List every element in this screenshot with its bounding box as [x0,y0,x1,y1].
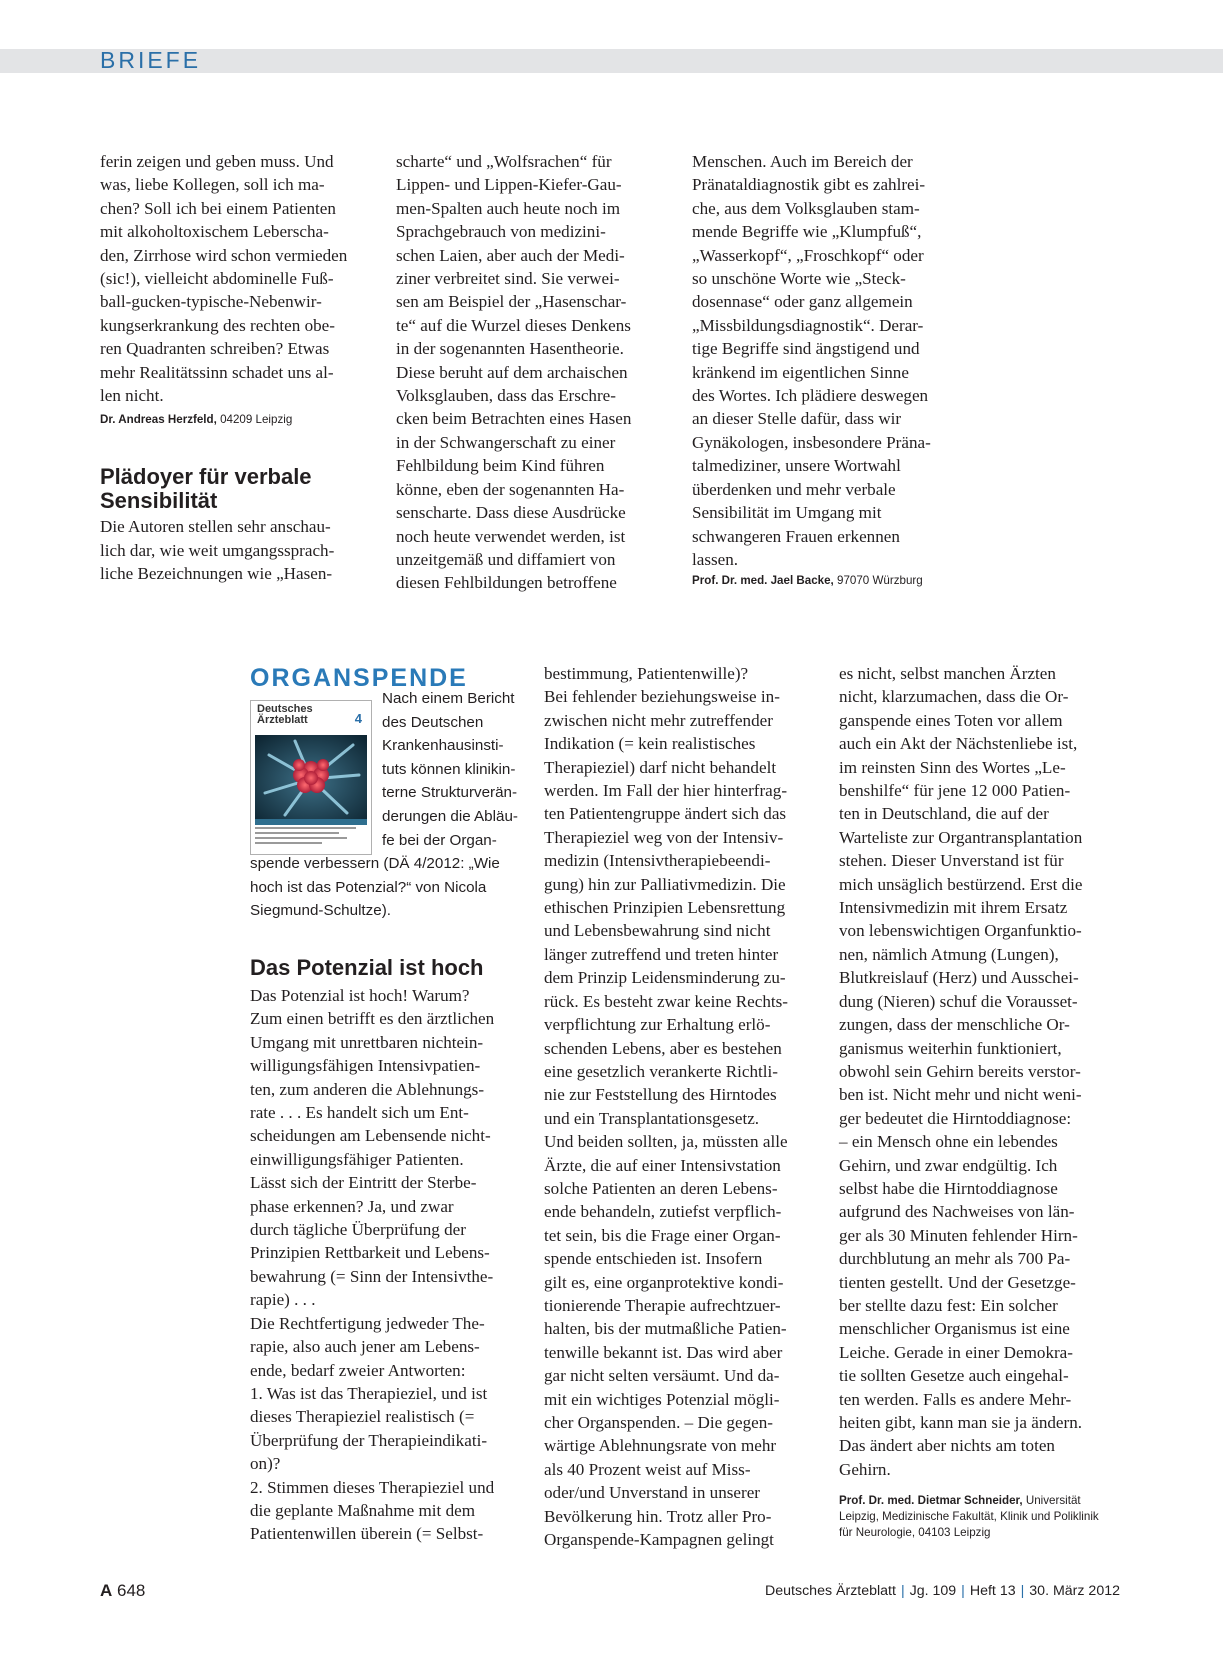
text-line: ben ist. Nicht mehr und nicht weni- [839,1085,1082,1105]
text-line: mit ein wichtiges Potenzial mögli- [544,1389,780,1409]
journal-volume: Jg. 109 [909,1583,957,1599]
text-line: che, aus dem Volksglauben stam- [692,198,920,218]
text-line: obwohl sein Gehirn bereits verstor- [839,1061,1081,1081]
text-line: Gehirn. [839,1459,891,1479]
text-line: tie sollten Gesetze auch eingehal- [839,1366,1069,1386]
text-line: Indikation (= kein realistisches [544,734,756,754]
organspende-label: ORGANSPENDE [250,664,468,692]
letter1-column-1 [100,150,380,586]
organspende-body [839,662,1129,1481]
text-line: Organspende-Kampagnen gelingt [544,1530,774,1550]
text-line: als 40 Prozent weist auf Miss- [544,1459,751,1479]
text-line: ball-gucken-typische-Nebenwir- [100,292,322,312]
cover-title [257,704,313,726]
organspende-column-1 [250,984,530,1546]
text-line: hoch ist das Potenzial?“ von Nicola [250,878,487,896]
text-line: ger als 30 Minuten fehlender Hirn- [839,1225,1078,1245]
signature-place: 04209 Leipzig [216,413,293,427]
text-line: bewahrung (= Sinn der Intensivthe- [250,1266,494,1286]
text-line: und ein Transplantationsgesetz. [544,1108,760,1128]
text-line: solche Patienten an deren Lebens- [544,1178,778,1198]
letter2-title [100,465,380,513]
text-line: tuts können klinikin- [382,760,516,778]
text-line: Die Autoren stellen sehr anschau- [100,517,331,537]
text-line: len nicht. [100,386,164,406]
text-line: Sprachgebrauch von medizini- [396,222,606,242]
text-line: zwischen nicht mehr zutreffender [544,710,773,730]
text-line: cken beim Betrachten eines Hasen [396,409,632,429]
text-line: Umgang mit unrettbaren nichtein- [250,1032,484,1052]
organspende-title: Das Potenzial ist hoch [250,955,484,980]
cover-strip [255,819,367,825]
text-line: kungserkrankung des rechten obe- [100,315,335,335]
text-line: 1. Was ist das Therapieziel, und ist [250,1383,488,1403]
text-line: an dieser Stelle dafür, dass wir [692,409,902,429]
text-line: die geplante Maßnahme mit dem [250,1500,475,1520]
text-line: Leiche. Gerade in einer Demokra- [839,1342,1073,1362]
text-line: – ein Mensch ohne ein lebendes [839,1132,1058,1152]
text-line: ten in Deutschland, die auf der [839,804,1049,824]
signature-affiliation: Universität [1022,1494,1081,1508]
text-line: nicht, klarzumachen, dass die Or- [839,687,1069,707]
text-line: den, Zirrhose wird schon vermieden [100,245,348,265]
text-line: terne Strukturverän- [382,784,518,802]
cover-title-line: Deutsches [257,703,313,715]
text-line: durch tägliche Überprüfung der [250,1220,466,1240]
text-line: verpflichtung zur Erhaltung erlö- [544,1015,771,1035]
text-line: gilt es, eine organprotektive kondi- [544,1272,784,1292]
text-line: Diese beruht auf dem archaischen [396,362,628,382]
text-line: werden. Im Fall der hier hinterfrag- [544,781,788,801]
text-line: scharte“ und „Wolfsrachen“ für [396,152,612,171]
text-line: es nicht, selbst manchen Ärzten [839,664,1056,683]
text-line: unzeitgemäß und diffamiert von [396,549,616,569]
signature-affiliation: für Neurologie, 04103 Leipzig [839,1526,991,1540]
text-line: rate . . . Es handelt sich um Ent- [250,1103,469,1123]
letter2-body [396,150,676,595]
text-line: Das ändert aber nichts am toten [839,1436,1055,1456]
text-line: mende Begriffe wie „Klumpfuß“, [692,222,922,242]
text-line: men-Spalten auch heute noch im [396,198,621,218]
text-line: scheidungen am Lebensende nicht- [250,1126,491,1146]
text-line: lassen. [692,549,739,569]
text-line: ganismus weiterhin funktioniert, [839,1038,1062,1058]
signature-name: Prof. Dr. med. Jael Backe, [692,574,834,588]
text-line: Krankenhausinsti- [382,737,504,755]
text-line: im reinsten Sinn des Wortes „Le- [839,757,1066,777]
text-line: Volksglauben, dass das Erschre- [396,386,616,406]
text-line: was, liebe Kollegen, soll ich ma- [100,175,325,195]
text-line: zungen, dass der menschliche Or- [839,1015,1070,1035]
journal-name: Deutsches Ärzteblatt [765,1583,896,1599]
text-line: ethischen Prinzipien Lebensrettung [544,898,786,918]
text-line: ende behandeln, zutiefst verpflich- [544,1202,782,1222]
text-line: rapie) . . . [250,1290,316,1310]
text-line: stehen. Dieser Unverstand ist für [839,851,1064,871]
letter1-signature [100,412,380,427]
text-line: fe bei der Organ- [382,831,497,849]
text-line: mehr Realitätssinn schadet uns al- [100,362,334,382]
footer-journal-info [765,1583,1120,1599]
cover-microscopy-image [255,735,367,819]
text-line: Die Rechtfertigung jedweder The- [250,1313,485,1333]
text-line: schenden Lebens, aber es bestehen [544,1038,782,1058]
text-line: schen Laien, aber auch der Medi- [396,245,625,265]
text-line: chen? Soll ich bei einem Patienten [100,198,336,218]
text-line: des Deutschen [382,713,484,731]
text-line: eine gesetzlich verankerte Richtli- [544,1061,778,1081]
text-line: Lippen- und Lippen-Kiefer-Gau- [396,175,622,195]
text-line: diesen Fehlbildungen betroffene [396,573,617,593]
text-line: ten werden. Falls es andere Mehr- [839,1389,1072,1409]
text-line: halten, bis der mutmaßliche Patien- [544,1319,787,1339]
text-line: tet sein, bis die Frage einer Organ- [544,1225,781,1245]
text-line: und Lebensbewahrung sind nicht [544,921,771,941]
text-line: oder/und Unverstand in unserer [544,1483,760,1503]
intro-text [250,852,500,923]
text-line: heiten gibt, kann man sie ja ändern. [839,1413,1083,1432]
letter2-body [692,150,982,571]
signature-name: Prof. Dr. med. Dietmar Schneider, [839,1494,1023,1508]
text-line: Therapieziel) darf nicht behandelt [544,757,777,777]
journal-date: 30. März 2012 [1029,1583,1120,1599]
text-line: wärtige Ablehnungsrate von mehr [544,1436,777,1456]
text-line: spende verbessern (DÄ 4/2012: „Wie [250,855,500,872]
page-number [100,1581,145,1601]
text-line: schwangeren Frauen erkennen [692,526,900,546]
text-line: länger zutreffend und treten hinter [544,944,779,964]
text-line: bestimmung, Patientenwille)? [544,664,749,683]
text-line: in der Schwangerschaft zu einer [396,432,616,452]
text-line: des Wortes. Ich plädiere deswegen [692,386,929,406]
intro-text [382,687,518,852]
text-line: in der sogenannten Hasentheorie. [396,339,624,359]
organspende-body [544,662,824,1551]
organspende-signature [839,1493,1129,1541]
letter2-body-start [100,515,380,585]
text-line: derungen die Abläu- [382,807,518,825]
text-line: Lässt sich der Eintritt der Sterbe- [250,1173,477,1193]
text-line: „Wasserkopf“, „Froschkopf“ oder [692,245,924,265]
text-line: tenwille bekannt ist. Das wird aber [544,1342,783,1362]
organspende-body [250,984,530,1546]
text-line: kränkend im eigentlichen Sinne [692,362,909,382]
text-line: Ärzte, die auf einer Intensivstation [544,1155,781,1175]
text-line: medizin (Intensivtherapiebeendi- [544,851,771,871]
text-line: Prinzipien Rettbarkeit und Lebens- [250,1243,490,1263]
text-line: einwilligungsfähiger Patienten. [250,1149,464,1169]
text-line: rapie, also auch jener am Lebens- [250,1337,480,1357]
separator: | [1020,1583,1025,1599]
text-line: Siegmund-Schultze). [250,902,391,920]
letter2-signature [692,573,982,588]
text-line: Blutkreislauf (Herz) und Ausschei- [839,968,1079,988]
journal-cover-image [250,700,372,855]
text-line: Sensibilität im Umgang mit [692,503,882,523]
text-line: ende, bedarf zweier Antworten: [250,1360,466,1380]
text-line: tienten gestellt. Und der Gesetzge- [839,1272,1076,1292]
text-line: Bei fehlender beziehungsweise in- [544,687,780,707]
text-line: ger bedeutet die Hirntoddiagnose: [839,1108,1072,1128]
text-line: nie zur Feststellung des Hirntodes [544,1085,777,1105]
separator: | [961,1583,965,1599]
cover-contents-lines [255,827,367,851]
text-line: ziner verbreitet sind. Sie verwei- [396,269,620,289]
signature-name: Dr. Andreas Herzfeld, [100,413,217,427]
text-line: dem Prinzip Leidensminderung zu- [544,968,786,988]
text-line: mich unsäglich bestürzend. Erst die [839,874,1083,894]
text-line: Nach einem Bericht [382,690,515,707]
text-line: Bevölkerung hin. Trotz aller Pro- [544,1506,772,1526]
text-line: durchblutung an mehr als 700 Pa- [839,1249,1071,1269]
text-line: tige Begriffe sind ängstigend und [692,339,920,359]
text-line: menschlicher Organismus ist eine [839,1319,1070,1339]
separator: | [900,1583,905,1599]
text-line: cher Organspenden. – Die gegen- [544,1413,773,1432]
text-line: benshilfe“ für jene 12 000 Patien- [839,781,1071,801]
text-line: aufgrund des Nachweises von län- [839,1202,1075,1222]
text-line: überdenken und mehr verbale [692,479,896,499]
text-line: spende entschieden ist. Insofern [544,1249,763,1269]
text-line: Menschen. Auch im Bereich der [692,152,913,171]
text-line: ganspende eines Toten vor allem [839,710,1063,730]
text-line: 2. Stimmen dieses Therapieziel und [250,1477,495,1497]
text-line: könne, eben der sogenannten Ha- [396,479,625,499]
organspende-column-2 [544,662,824,1551]
letter1-body [100,150,380,407]
text-line: ferin zeigen und geben muss. Und [100,152,334,171]
title-line: Plädoyer für verbale [100,464,312,490]
text-line: so unschöne Worte wie „Steck- [692,269,906,289]
text-line: te“ auf die Wurzel dieses Denkens [396,315,631,335]
text-line: „Missbildungsdiagnostik“. Derar- [692,315,924,335]
cover-issue-number: 4 [354,711,362,726]
text-line: Überprüfung der Therapieindikati- [250,1430,488,1450]
text-line: Gehirn, und zwar endgültig. Ich [839,1155,1058,1175]
text-line: willigungsfähigen Intensivpatien- [250,1056,481,1076]
text-line: Patientenwillen überein (= Selbst- [250,1524,484,1544]
text-line: Das Potenzial ist hoch! Warum? [250,986,470,1005]
text-line: dieses Therapieziel realistisch (= [250,1407,475,1427]
text-line: ren Quadranten schreiben? Etwas [100,339,330,359]
page-number-value: 648 [117,1581,146,1600]
page-letter: A [100,1581,113,1600]
organspende-intro-full [250,852,500,923]
text-line: auch ein Akt der Nächstenliebe ist, [839,734,1078,754]
text-line: ten Patientengruppe ändert sich das [544,804,787,824]
text-line: phase erkennen? Ja, und zwar [250,1196,454,1216]
text-line: ten, zum anderen die Ablehnungs- [250,1079,485,1099]
text-line: Gynäkologen, insbesondere Präna- [692,432,931,452]
text-line: nen, nämlich Atmung (Lungen), [839,944,1059,964]
text-line: dosennase“ oder ganz allgemein [692,292,913,312]
text-line: gung) hin zur Palliativmedizin. Die [544,874,786,894]
cover-title-line: Ärzteblatt [257,714,308,726]
organspende-intro-side [382,687,518,852]
text-line: rück. Es besteht zwar keine Rechts- [544,991,788,1011]
text-line: mit alkoholtoxischem Leberscha- [100,222,329,242]
text-line: on)? [250,1454,281,1474]
text-line: tionierende Therapie aufrechtzuer- [544,1295,781,1315]
text-line: Pränataldiagnostik gibt es zahlrei- [692,175,926,195]
text-line: noch heute verwendet werden, ist [396,526,626,546]
section-label: BRIEFE [100,47,202,73]
text-line: liche Bezeichnungen wie „Hasen- [100,564,333,584]
text-line: (sic!), vielleicht abdominelle Fuß- [100,269,334,289]
organspende-column-3 [839,662,1129,1541]
text-line: von lebenswichtigen Organfunktio- [839,921,1082,941]
text-line: lich dar, wie weit umgangssprach- [100,540,335,560]
text-line: Warteliste zur Organtransplantation [839,827,1083,847]
signature-affiliation: Leipzig, Medizinische Fakultät, Klinik und Poliklinik [839,1510,1099,1524]
text-line: Intensivmedizin mit ihrem Ersatz [839,898,1068,918]
text-line: senscharte. Dass diese Ausdrücke [396,503,626,523]
text-line: talmediziner, unsere Wortwahl [692,456,901,476]
text-line: Fehlbildung beim Kind führen [396,456,605,476]
letter2-column-2 [396,150,676,595]
text-line: Zum einen betrifft es den ärztlichen [250,1009,495,1029]
text-line: ber stellte dazu fest: Ein solcher [839,1295,1058,1315]
text-line: gar nicht selten versäumt. Und da- [544,1366,780,1386]
letter2-column-3 [692,150,982,588]
title-line: Sensibilität [100,488,218,514]
text-line: selbst habe die Hirntoddiagnose [839,1178,1058,1198]
text-line: sen am Beispiel der „Hasenschar- [396,292,627,312]
signature-place: 97070 Würzburg [833,574,923,588]
text-line: dung (Nieren) schuf die Vorausset- [839,991,1078,1011]
text-line: Therapieziel weg von der Intensiv- [544,827,784,847]
text-line: Und beiden sollten, ja, müssten alle [544,1132,788,1152]
journal-issue: Heft 13 [969,1583,1016,1599]
